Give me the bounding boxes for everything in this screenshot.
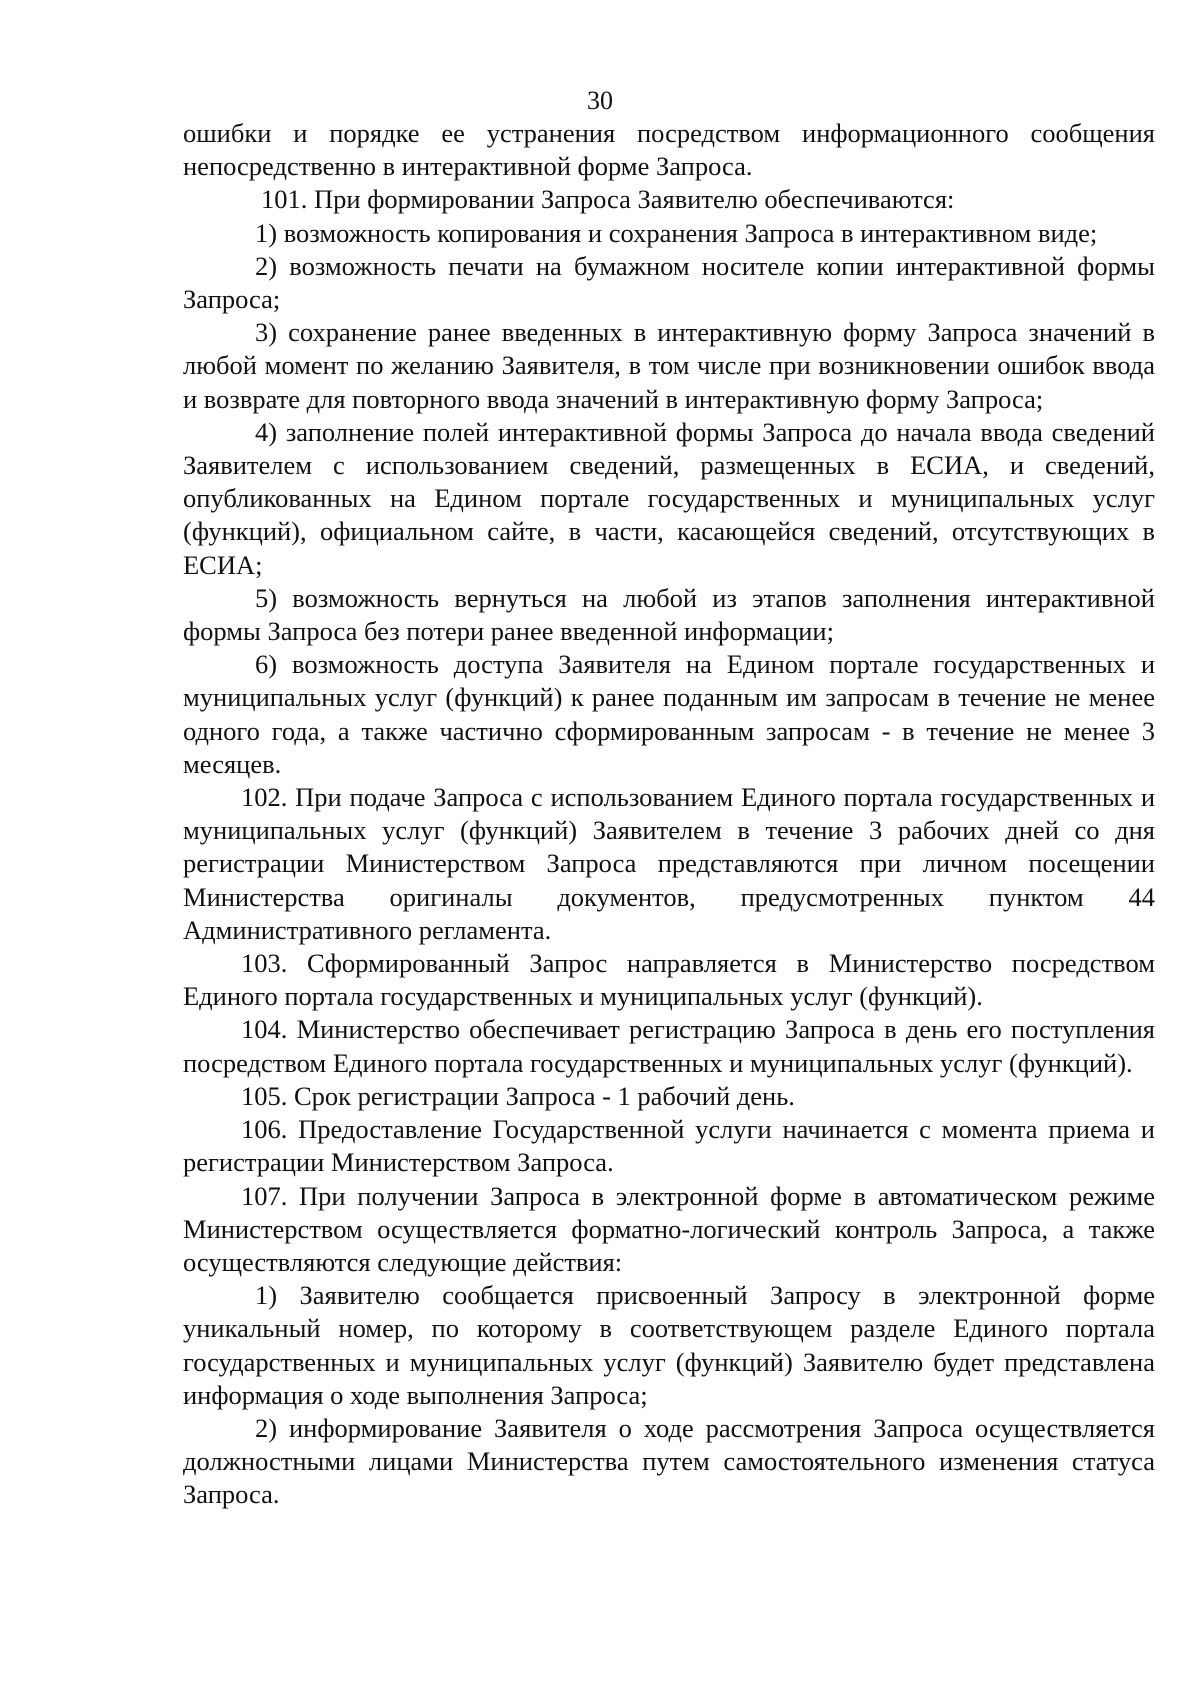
paragraph-101-item-2: 2) возможность печати на бумажном носителе копии интерактивной формы Запроса; — [183, 250, 1155, 315]
paragraph-101-item-6: 6) возможность доступа Заявителя на Едином портале государственных и муниципальных услуг (функций) к ранее поданным им запросам в течение не менее одного года, а также частично сформированным запросам - в течение не менее 3 месяцев. — [183, 649, 1155, 779]
paragraph-106: 106. Предоставление Государственной услуги начинается с момента приема и регистрации Министерством Запроса. — [183, 1114, 1155, 1178]
paragraph-102: 102. При подаче Запроса с использованием Единого портала государственных и муниципальных услуг (функций) Заявителем в течение 3 рабочих дней со дня регистрации Министерством Запроса представляются при личном посещении Министерства оригиналы документов, предусмотренных пунктом 44 Административного регламента. — [183, 782, 1155, 945]
paragraph-104: 104. Министерство обеспечивает регистрацию Запроса в день его поступления посредством Единого портала государственных и муниципальных услуг (функций). — [183, 1014, 1155, 1078]
document-body — [183, 117, 1155, 1512]
paragraph-107-item-1: 1) Заявителю сообщается присвоенный Запросу в электронной форме уникальный номер, по которому в соответствующем разделе Единого портала государственных и муниципальных услуг (функций) Заявителю будет представлена информация о ходе выполнения Запроса; — [183, 1280, 1155, 1410]
paragraph-101: 101. При формировании Запроса Заявителю обеспечиваются: — [261, 184, 955, 215]
paragraph-107-item-2: 2) информирование Заявителя о ходе рассмотрения Запроса осуществляется должностными лицами Министерства путем самостоятельного изменения статуса Запроса. — [183, 1412, 1155, 1510]
paragraph-continuation: ошибки и порядке ее устранения посредством информационного сообщения непосредственно в интерактивной форме Запроса. — [183, 118, 1155, 182]
paragraph-107: 107. При получении Запроса в электронной форме в автоматическом режиме Министерством осуществляется форматно-логический контроль Запроса, а также осуществляются следующие действия: — [183, 1180, 1155, 1277]
paragraph-101-item-1: 1) возможность копирования и сохранения Запроса в интерактивном виде; — [255, 217, 1098, 248]
paragraph-101-item-5: 5) возможность вернуться на любой из этапов заполнения интерактивной формы Запроса без потери ранее введенной информации; — [183, 582, 1155, 647]
paragraph-101-item-3: 3) сохранение ранее введенных в интерактивную форму Запроса значений в любой момент по желанию Заявителя, в том числе при возникновении ошибок ввода и возврате для повторного ввода значений в интерактивную форму Запроса; — [183, 317, 1155, 414]
paragraph-101-item-4: 4) заполнение полей интерактивной формы Запроса до начала ввода сведений Заявителем с использованием сведений, размещенных в ЕСИА, и сведений, опубликованных на Едином портале государственных и муниципальных услуг (функций), официальном сайте, в части, касающейся сведений, отсутствующих в ЕСИА; — [183, 416, 1155, 580]
paragraph-105: 105. Срок регистрации Запроса - 1 рабочий день. — [241, 1080, 795, 1111]
page-number: 30 — [587, 86, 613, 115]
paragraph-103: 103. Сформированный Запрос направляется в Министерство посредством Единого портала государственных и муниципальных услуг (функций). — [183, 948, 1155, 1012]
